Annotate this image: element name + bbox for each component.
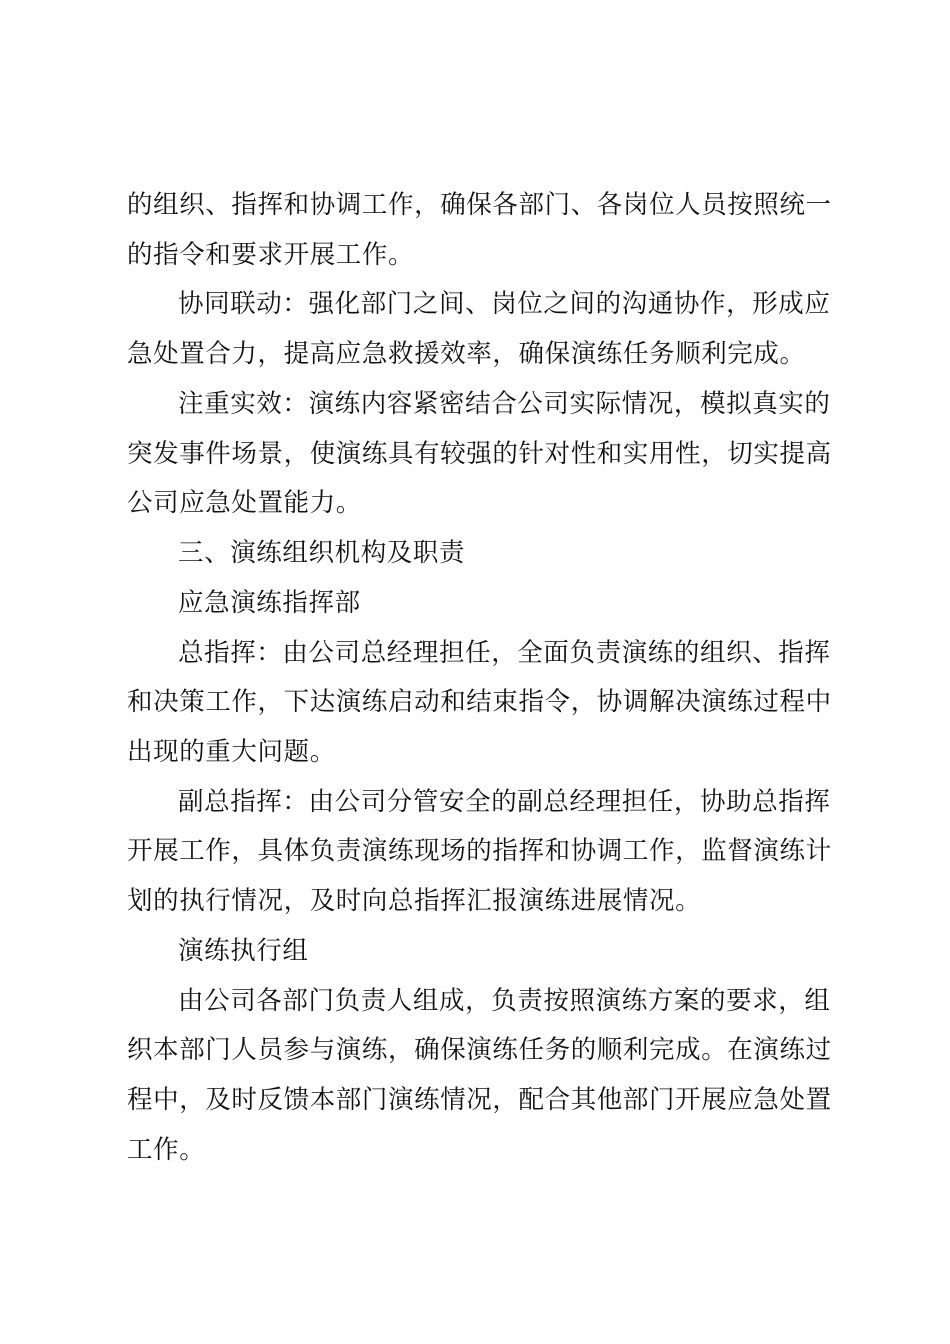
subsection-heading: 演练执行组 [178,936,309,966]
text-line: 划的执行情况，及时向总指挥汇报演练进展情况。 [127,886,702,916]
text-line: 程中，及时反馈本部门演练情况，配合其他部门开展应急处置 [127,1085,832,1115]
paragraph-first-line: 由公司各部门负责人组成，负责按照演练方案的要求，组 [178,986,831,1016]
paragraph-first-line: 副总指挥：由公司分管安全的副总经理担任，协助总指挥 [178,787,831,817]
text-line: 出现的重大问题。 [127,737,336,767]
text-line: 开展工作，具体负责演练现场的指挥和协调工作，监督演练计 [127,836,832,866]
text-line: 的组织、指挥和协调工作，确保各部门、各岗位人员按照统一 [127,190,832,220]
text-line: 工作。 [127,1135,206,1165]
text-line: 突发事件场景，使演练具有较强的针对性和实用性，切实提高 [127,439,832,469]
paragraph-first-line: 协同联动：强化部门之间、岗位之间的沟通协作，形成应 [178,289,831,319]
text-line: 和决策工作，下达演练启动和结束指令，协调解决演练过程中 [127,687,832,717]
subsection-heading: 应急演练指挥部 [178,588,361,618]
section-heading: 三、演练组织机构及职责 [178,538,466,568]
paragraph-first-line: 总指挥：由公司总经理担任，全面负责演练的组织、指挥 [178,638,831,668]
text-line: 公司应急处置能力。 [127,488,362,518]
text-line: 急处置合力，提高应急救援效率，确保演练任务顺利完成。 [127,339,806,369]
paragraph-first-line: 注重实效：演练内容紧密结合公司实际情况，模拟真实的 [178,389,831,419]
text-line: 织本部门人员参与演练，确保演练任务的顺利完成。在演练过 [127,1035,832,1065]
text-line: 的指令和要求开展工作。 [127,240,415,270]
